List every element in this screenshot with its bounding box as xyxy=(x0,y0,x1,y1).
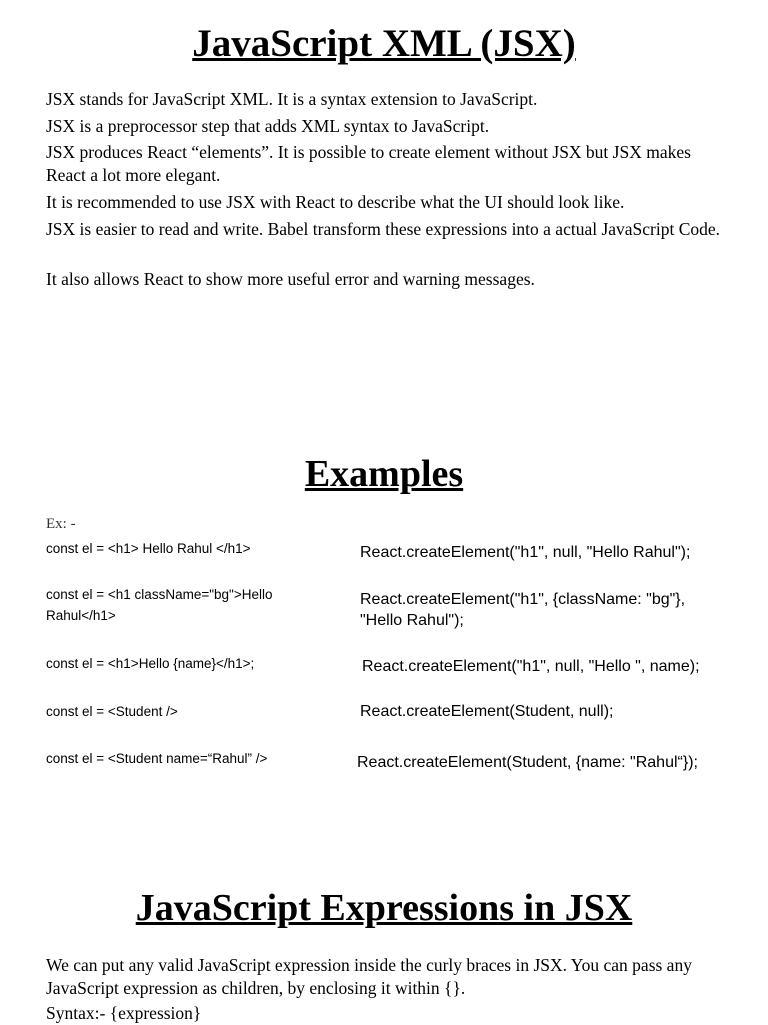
example-3-jsx: const el = <h1>Hello {name}</h1>; xyxy=(46,656,255,671)
intro-paragraph-6: It also allows React to show more useful error and warning messages. xyxy=(46,269,535,289)
example-label: Ex: - xyxy=(46,516,76,532)
example-5-jsx: const el = <Student name=“Rahul” /> xyxy=(46,751,268,766)
example-4-js: React.createElement(Student, null); xyxy=(360,703,614,720)
example-2-js: React.createElement("h1", {className: "bg"}, "Hello Rahul"); xyxy=(360,591,686,629)
intro-paragraph-1: JSX stands for JavaScript XML. It is a syntax extension to JavaScript. xyxy=(46,89,538,109)
example-1-jsx: const el = <h1> Hello Rahul </h1> xyxy=(46,541,251,556)
intro-paragraph-5: JSX is easier to read and write. Babel transform these expressions into a actual JavaScript Code. xyxy=(46,219,721,239)
example-4-jsx: const el = <Student /> xyxy=(46,704,178,719)
example-2-jsx: const el = <h1 className="bg">Hello Rahul</h1> xyxy=(46,587,273,623)
expressions-heading: JavaScript Expressions in JSX xyxy=(135,887,633,929)
example-1-js: React.createElement("h1", null, "Hello Rahul"); xyxy=(360,544,691,561)
intro-paragraph-3: JSX produces React “elements”. It is possible to create element without JSX but JSX makes React a lot more elegant. xyxy=(46,142,691,185)
page-title: JavaScript XML (JSX) xyxy=(192,22,576,65)
example-5-js: React.createElement(Student, {name: "Rahul“}); xyxy=(357,754,698,771)
intro-paragraph-2: JSX is a preprocessor step that adds XML syntax to JavaScript. xyxy=(46,116,490,136)
intro-paragraph-4: It is recommended to use JSX with React to describe what the UI should look like. xyxy=(46,192,625,212)
example-3-js: React.createElement("h1", null, "Hello ", name); xyxy=(362,658,700,675)
expressions-paragraph: We can put any valid JavaScript expression inside the curly braces in JSX. You can pass any JavaScript expression as children, by enclosing it within {}. xyxy=(46,955,692,998)
syntax-line: Syntax:- {expression} xyxy=(46,1003,202,1023)
examples-heading: Examples xyxy=(304,453,464,495)
